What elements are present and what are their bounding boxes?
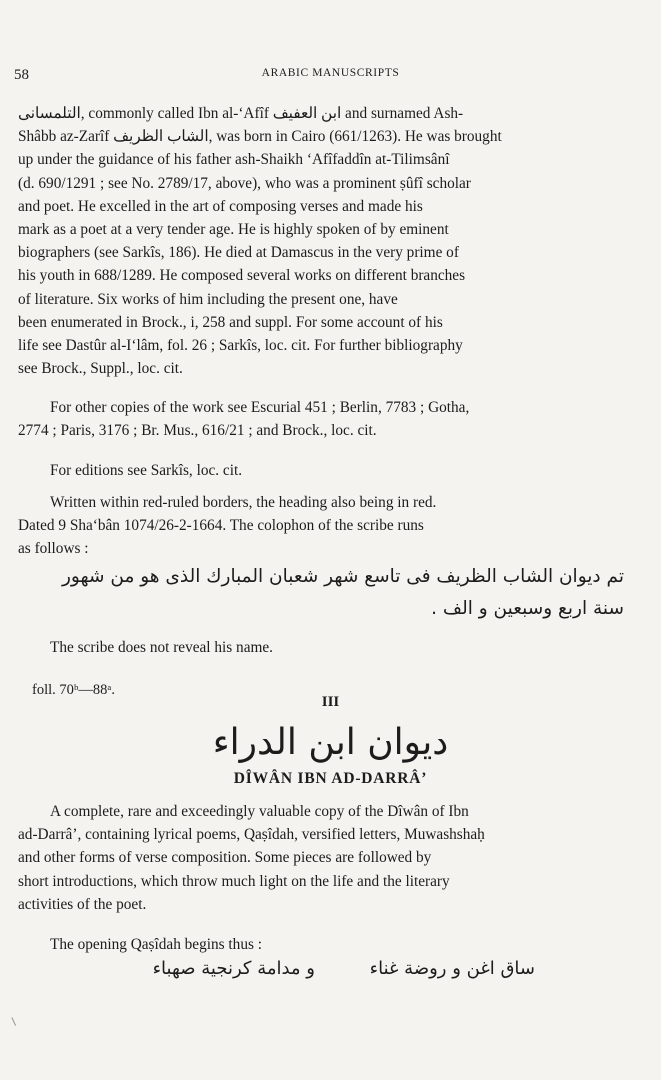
entry-number: III <box>321 694 340 710</box>
text-line: Written within red-ruled borders, the heading also being in red. <box>50 494 437 511</box>
text-line: short introductions, which throw much light on the life and the literary <box>18 872 450 890</box>
text-line: 2774 ; Paris, 3176 ; Br. Mus., 616/21 ; and Brock., loc. cit. <box>18 422 377 440</box>
text-line: For other copies of the work see Escurial 451 ; Berlin, 7783 ; Gotha, <box>50 399 470 416</box>
text-line: (d. 690/1291 ; see No. 2789/17, above), who was a prominent ṣûfî scholar <box>18 174 471 192</box>
description-paragraph <box>18 800 624 916</box>
colophon-arabic-line: سنة اربع وسبعين و الف . <box>431 598 624 619</box>
text-line: ad-Darrâ’, containing lyrical poems, Qaṣîdah, versified letters, Muwashshaḥ <box>18 826 485 844</box>
text-line: Shâbb az-Zarîf الشاب الظريف, was born in Cairo (661/1263). He was brought <box>18 128 502 146</box>
text-line: activities of the poet. <box>18 895 147 913</box>
opening-verse-right-hemistich: ساق اغن و روضة غناء <box>369 958 535 979</box>
text-line: see Brock., Suppl., loc. cit. <box>18 360 183 378</box>
folio-range: foll. 70ᵇ—88ᵃ. <box>32 682 115 698</box>
text-line: The scribe does not reveal his name. <box>50 639 273 656</box>
text-line: Dated 9 Sha‘bân 1074/26-2-1664. The colophon of the scribe runs <box>18 517 424 535</box>
english-title: DÎWÂN IBN AD-DARRÂ’ <box>233 770 428 787</box>
opening-paragraph <box>18 933 624 956</box>
written-paragraph <box>18 491 624 561</box>
text-line: For editions see Sarkîs, loc. cit. <box>50 462 243 479</box>
text-line: and poet. He excelled in the art of composing verses and made his <box>18 197 423 215</box>
paper-mark <box>11 1015 20 1026</box>
text-line: been enumerated in Brock., i, 258 and suppl. For some account of his <box>18 313 443 331</box>
text-line: biographers (see Sarkîs, 186). He died at Damascus in the very prime of <box>18 244 459 262</box>
text-line: and other forms of verse composition. Some pieces are followed by <box>18 849 432 867</box>
editions-paragraph <box>18 459 624 482</box>
other-copies-paragraph <box>18 396 624 442</box>
arabic-title: ديوان ابن الدراء <box>212 722 449 763</box>
text-line: up under the guidance of his father ash-Shaikh ‘Afîfaddîn at-Tilimsânî <box>18 151 450 169</box>
opening-verse-left-hemistich: و مدامة كرنجية صهباء <box>152 958 315 979</box>
text-line: A complete, rare and exceedingly valuable copy of the Dîwân of Ibn <box>50 803 469 820</box>
text-line: The opening Qaṣîdah begins thus : <box>50 936 262 953</box>
text-line: mark as a poet at a very tender age. He is highly spoken of by eminent <box>18 221 449 239</box>
text-line: his youth in 688/1289. He composed several works on different branches <box>18 267 466 285</box>
text-line: as follows : <box>18 540 89 558</box>
running-title: ARABIC MANUSCRIPTS <box>261 67 400 79</box>
text-line: of literature. Six works of him including the present one, have <box>18 290 398 308</box>
text-line: التلمسانى, commonly called Ibn al-‘Afîf ابن العفيف and surnamed Ash- <box>18 105 464 122</box>
colophon-arabic-line: تم ديوان الشاب الظريف فى تاسع شهر شعبان المبارك الذى هو من شهور <box>61 566 624 587</box>
biography-paragraph <box>18 102 624 380</box>
text-line: life see Dastûr al-I‘lâm, fol. 26 ; Sarkîs, loc. cit. For further bibliography <box>18 337 463 355</box>
page-number: 58 <box>14 67 29 83</box>
scribe-paragraph <box>18 636 624 659</box>
